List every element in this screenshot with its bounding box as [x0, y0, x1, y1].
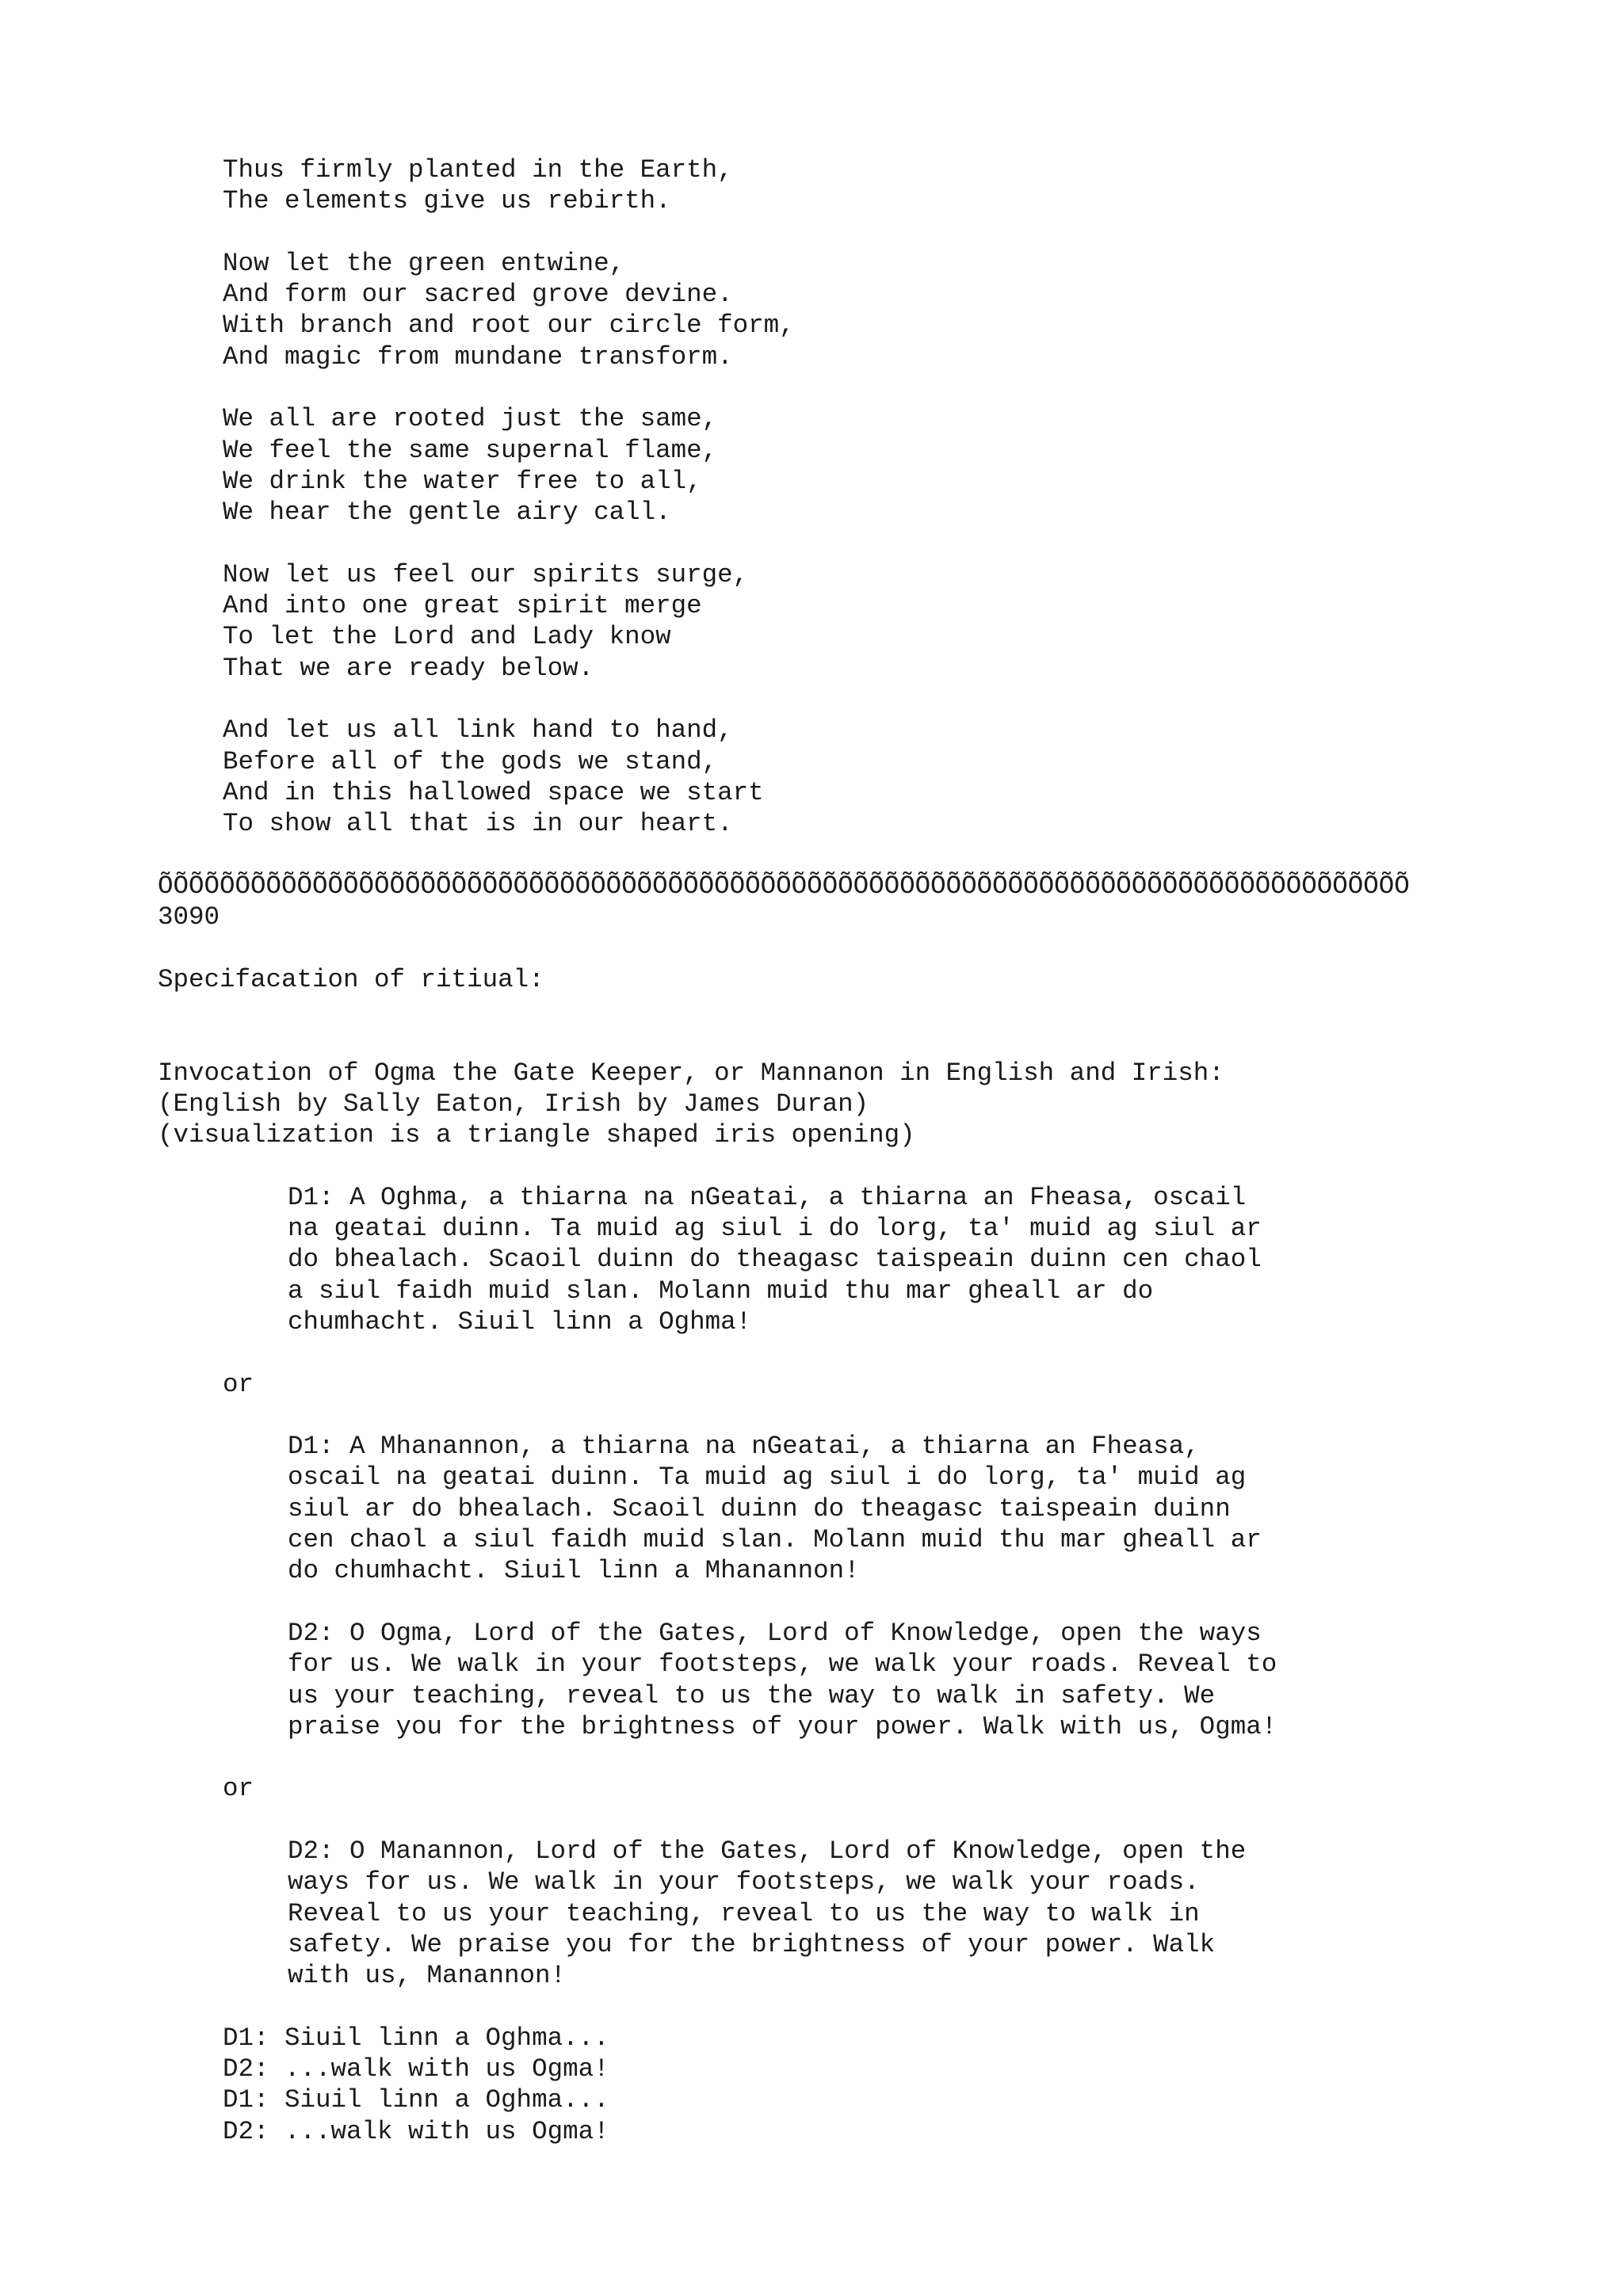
invocation-title: Invocation of Ogma the Gate Keeper, or Mannanon in English and Irish: [158, 1058, 1224, 1088]
poem-line: We feel the same supernal flame, [223, 435, 718, 465]
d2-manannon-paragraph [158, 1836, 1552, 1991]
or-label: or [223, 1774, 254, 1804]
poem-stanza [158, 403, 1552, 528]
paragraph-line: Reveal to us your teaching, reveal to us the way to walk in [288, 1898, 1200, 1928]
poem-line: Before all of the gods we stand, [223, 746, 718, 776]
paragraph-line: siul ar do bhealach. Scaoil duinn do theagasc taispeain duinn [288, 1493, 1231, 1524]
poem-stanza [158, 248, 1552, 372]
separator-line: ÕÕÕÕÕÕÕÕÕÕÕÕÕÕÕÕÕÕÕÕÕÕÕÕÕÕÕÕÕÕÕÕÕÕÕÕÕÕÕÕÕÕÕÕÕÕÕÕÕÕÕÕÕÕÕÕÕÕÕÕÕÕÕÕÕÕÕÕÕÕÕÕÕÕÕÕÕÕÕÕÕ [158, 871, 1410, 901]
poem-line: And in this hallowed space we start [223, 777, 764, 807]
poem-line: Now let the green entwine, [223, 248, 625, 278]
poem-line: The elements give us rebirth. [223, 186, 671, 216]
paragraph-line: do bhealach. Scaoil duinn do theagasc taispeain duinn cen chaol [288, 1245, 1262, 1275]
poem-line: And magic from mundane transform. [223, 341, 733, 372]
d1-ogma-paragraph [158, 1182, 1552, 1337]
call-response-line: D1: Siuil linn a Oghma... [223, 2023, 609, 2053]
poem-line: And into one great spirit merge [223, 591, 702, 621]
paragraph-line: na geatai duinn. Ta muid ag siul i do lorg, ta' muid ag siul ar [288, 1214, 1262, 1244]
paragraph-line: D1: A Mhanannon, a thiarna na nGeatai, a thiarna an Fheasa, [288, 1432, 1200, 1462]
poem-line: With branch and root our circle form, [223, 311, 795, 341]
invocation-visualization: (visualization is a triangle shaped iris opening) [158, 1120, 915, 1150]
poem-line: And let us all link hand to hand, [223, 715, 733, 746]
poem-line: We hear the gentle airy call. [223, 498, 671, 528]
section-number: 3090 [158, 902, 220, 933]
paragraph-line: safety. We praise you for the brightness of your power. Walk [288, 1929, 1216, 1959]
paragraph-line: with us, Manannon! [288, 1961, 567, 1991]
poem-line: To show all that is in our heart. [223, 809, 733, 839]
paragraph-line: for us. We walk in your footsteps, we walk your roads. Reveal to [288, 1650, 1277, 1680]
call-response [158, 2023, 1552, 2147]
d2-ogma-paragraph [158, 1618, 1552, 1742]
d1-mhanannon-paragraph [158, 1431, 1552, 1586]
paragraph-line: oscail na geatai duinn. Ta muid ag siul i do lorg, ta' muid ag [288, 1463, 1247, 1493]
poem-stanza [158, 559, 1552, 684]
poem-stanza [158, 154, 1552, 217]
paragraph-line: D2: O Manannon, Lord of the Gates, Lord of Knowledge, open the [288, 1836, 1247, 1867]
invocation-credits: (English by Sally Eaton, Irish by James Duran) [158, 1089, 869, 1119]
poem-line: We all are rooted just the same, [223, 404, 718, 434]
paragraph-line: a siul faidh muid slan. Molann muid thu mar gheall ar do [288, 1276, 1154, 1306]
spec-heading: Specifacation of ritiual: [158, 964, 544, 994]
poem-line: We drink the water free to all, [223, 466, 702, 496]
call-response-line: D2: ...walk with us Ogma! [223, 2054, 609, 2084]
paragraph-line: do chumhacht. Siuil linn a Mhanannon! [288, 1556, 860, 1586]
poem-line: Thus firmly planted in the Earth, [223, 155, 733, 185]
poem-stanza [158, 715, 1552, 839]
poem-line: And form our sacred grove devine. [223, 280, 733, 310]
paragraph-line: D1: A Oghma, a thiarna na nGeatai, a thiarna an Fheasa, oscail [288, 1182, 1247, 1212]
paragraph-line: chumhacht. Siuil linn a Oghma! [288, 1306, 752, 1337]
poem-line: That we are ready below. [223, 653, 594, 683]
paragraph-line: us your teaching, reveal to us the way to walk in safety. We [288, 1680, 1216, 1711]
paragraph-line: praise you for the brightness of your power. Walk with us, Ogma! [288, 1711, 1277, 1741]
poem-line: To let the Lord and Lady know [223, 622, 671, 652]
document-body [158, 154, 1552, 2147]
call-response-line: D1: Siuil linn a Oghma... [223, 2085, 609, 2115]
paragraph-line: cen chaol a siul faidh muid slan. Molann muid thu mar gheall ar [288, 1525, 1262, 1555]
or-label: or [223, 1369, 254, 1399]
paragraph-line: D2: O Ogma, Lord of the Gates, Lord of Knowledge, open the ways [288, 1618, 1262, 1648]
call-response-line: D2: ...walk with us Ogma! [223, 2116, 609, 2146]
paragraph-line: ways for us. We walk in your footsteps, we walk your roads. [288, 1867, 1200, 1897]
poem-line: Now let us feel our spirits surge, [223, 559, 749, 589]
